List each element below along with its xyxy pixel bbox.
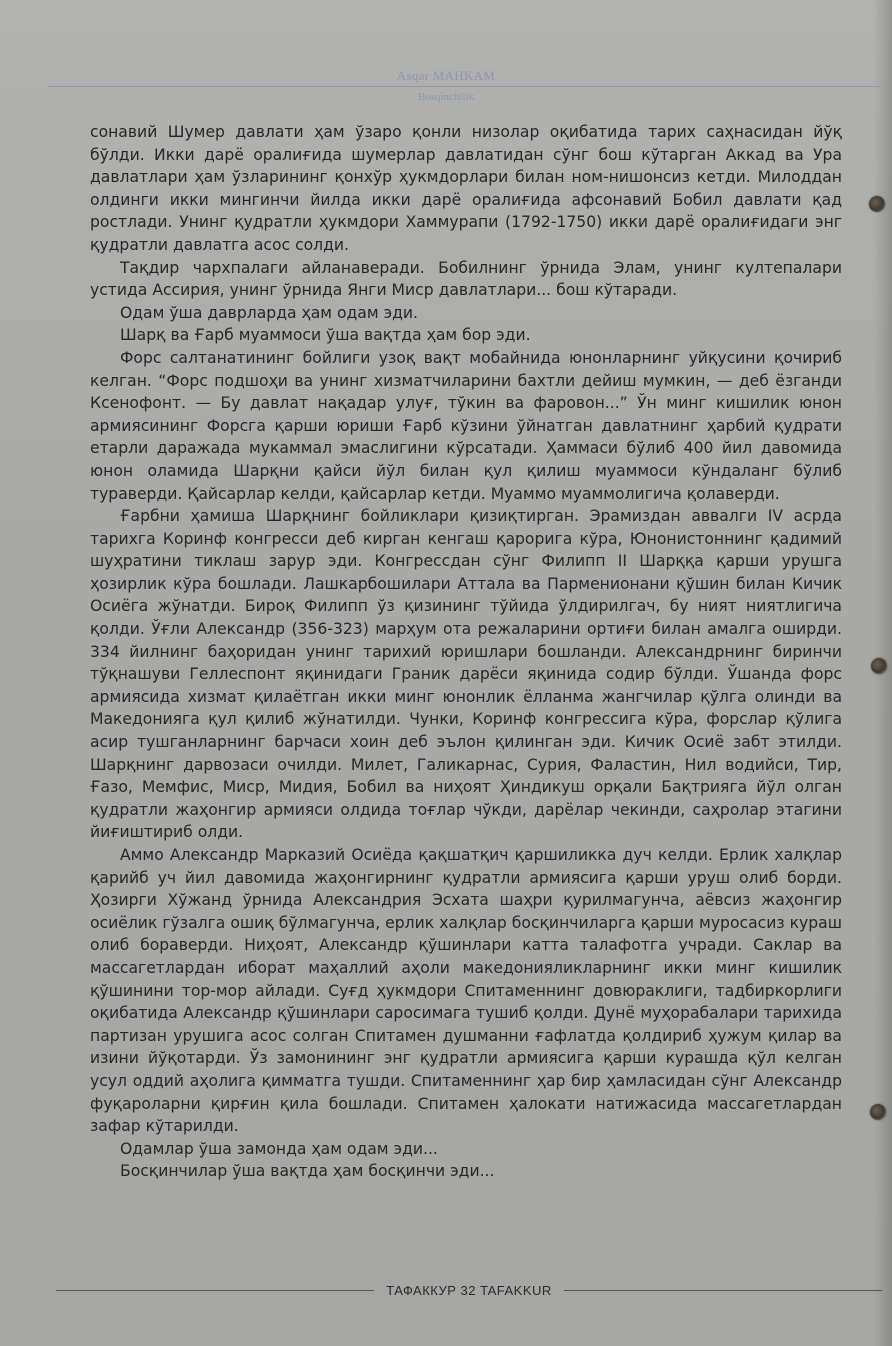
footer-rule-right (564, 1290, 882, 1291)
paragraph: Одамлар ўша замонда ҳам одам эди... (120, 1139, 438, 1158)
header-rule (48, 86, 882, 87)
paragraph: Форс салтанатининг бойлиги узоқ вақт мобайнида юнонларнинг уйқусини қочириб келган. “Форс подшоҳи ва унинг хизматчиларини бахтли дейиш мумкин, — деб ёзганди Ксенофонт. — Бу давлат нақадар улуғ, тўкин ва фаровон...” Ўн минг кишилик юнон армиясининг Форсга қарши юриши Ғарб кўзини ўйнатган давлатнинг ҳарбий қудрати етарли даражада мукаммал эмаслигини кўрсатади. Ҳаммаси бўлиб 400 йил давомида юнон оламида Шарқни қайси йўл билан қул қилиш муаммоси кўндаланг бўлиб тураверди. Қайсарлар келди, қайсарлар кетди. Муаммо муаммолигича қолаверди. (90, 348, 842, 503)
header-subtitle: Bosqinchilik (417, 91, 475, 103)
paragraph: Тақдир чархпалаги айланаверади. Бобилнинг ўрнида Элам, унинг култепалари устида Ассирия, унинг ўрнида Янги Миср давлатлари... бош кўтаради. (90, 258, 842, 300)
paragraph: сонавий Шумер давлати ҳам ўзаро қонли низолар оқибатида тарих саҳнасидан йўқ бўлди. Икки дарё оралиғида шумерлар давлатидан сўнг бош кўтарган Аккад ва Ура давлатлари ҳам ўзларининг қонхўр ҳукмдорлари билан ном-нишонсиз кетди. Милоддан олдинги икки мингинчи йилда икки дарё оралиғида афсонавий Бобил давлати қад ростлади. Унинг қудратли ҳукмдори Хаммурапи (1792-1750) икки дарё оралиғидаги энг қудратли давлатга асос солди. (90, 123, 842, 254)
article-body (90, 121, 842, 1183)
footer-text: ТАФАККУР 32 TAFAKKUR (386, 1282, 552, 1298)
binder-hole-icon (869, 196, 885, 212)
footer-rule-left (56, 1290, 374, 1291)
running-header (0, 68, 892, 84)
binder-hole-icon (870, 1104, 886, 1120)
header-author: Asqar MAHKAM (396, 68, 496, 83)
binder-hole-icon (871, 658, 887, 674)
paragraph: Одам ўша даврларда ҳам одам эди. (120, 303, 419, 322)
paragraph: Шарқ ва Ғарб муаммоси ўша вақтда ҳам бор эди. (120, 326, 531, 345)
paragraph: Босқинчилар ўша вақтда ҳам босқинчи эди... (120, 1162, 495, 1181)
page-footer (56, 1280, 882, 1300)
paragraph: Аммо Александр Марказий Осиёда қақшатқич қаршиликка дуч келди. Ерлик халқлар қарийб уч йил давомида жаҳонгирнинг қудратли армиясига қарши уруш олиб борди. Ҳозирги Хўжанд ўрнида Александрия Эсхата шаҳри қурилмагунча, аёвсиз жаҳонгир осиёлик гўзалга ошиқ бўлмагунча, ерлик халқлар босқинчиларга қарши муросасиз кураш олиб бораверди. Ниҳоят, Александр қўшинлари катта талафотга учради. Саклар ва массагетлардан иборат маҳаллий аҳоли македонияликларнинг икки минг кишилик қўшинини тор-мор айлади. Суғд ҳукмдори Спитаменнинг довюраклиги, тадбиркорлиги оқибатида Александр қўшинлари саросимага тушиб қолди. Дунё муҳорабалари тарихида партизан урушига асос солган Спитамен душманни ғафлатда қолдириб ҳужум қилар ва изини йўқотарди. Ўз замонининг энг қудратли армиясига қарши курашда қўл келган усул оддий аҳолига қимматга тушди. Спитаменнинг ҳар бир ҳамласидан сўнг Александр фуқароларни қирғин қила бошлади. Спитамен ҳалокати натижасида массагетлардан зафар кўтарилди. (90, 846, 842, 1136)
paragraph: Ғарбни ҳамиша Шарқнинг бойликлари қизиқтирган. Эрамиздан аввалги IV асрда тарихга Коринф конгресси деб кирган кенгаш қарорига кўра, Юнонистоннинг қадимий шуҳратини тиклаш зарур эди. Конгрессдан сўнг Филипп II Шарққа қарши урушга ҳозирлик кўра бошлади. Лашкарбошилари Аттала ва Парменионани қўшин билан Кичик Осиёга жўнатди. Бироқ Филипп ўз қизининг тўйида ўлдирилгач, бу ният ниятлигича қолди. Ўғли Александр (356-323) марҳум ота режаларини ортиғи билан амалга оширди. 334 йилнинг баҳоридан унинг тарихий юришлари бошланди. Александрнинг биринчи тўқнашуви Геллеспонт яқинидаги Граник дарёси яқинида содир бўлди. Ўшанда форс армиясида хизмат қилаётган икки минг юнонлик ёлланма жангчилар қўлга олинди ва Македонияга қул қилиб жўнатилди. Чунки, Коринф конгрессига кўра, форслар қўлига асир тушганларнинг барчаси хоин деб эълон қилинган эди. Кичик Осиё забт этилди. Шарқнинг дарвозаси очилди. Милет, Галикарнас, Сурия, Фаластин, Нил водийси, Тир, Ғазо, Мемфис, Миср, Мидия, Бобил ва ниҳоят Ҳиндикуш орқали Бақтрияга йўл олган қудратли жаҳонгир армияси олдида тоғлар чўкди, дарёлар чекинди, саҳролар этагини йиғиштириб олди. (90, 507, 842, 842)
